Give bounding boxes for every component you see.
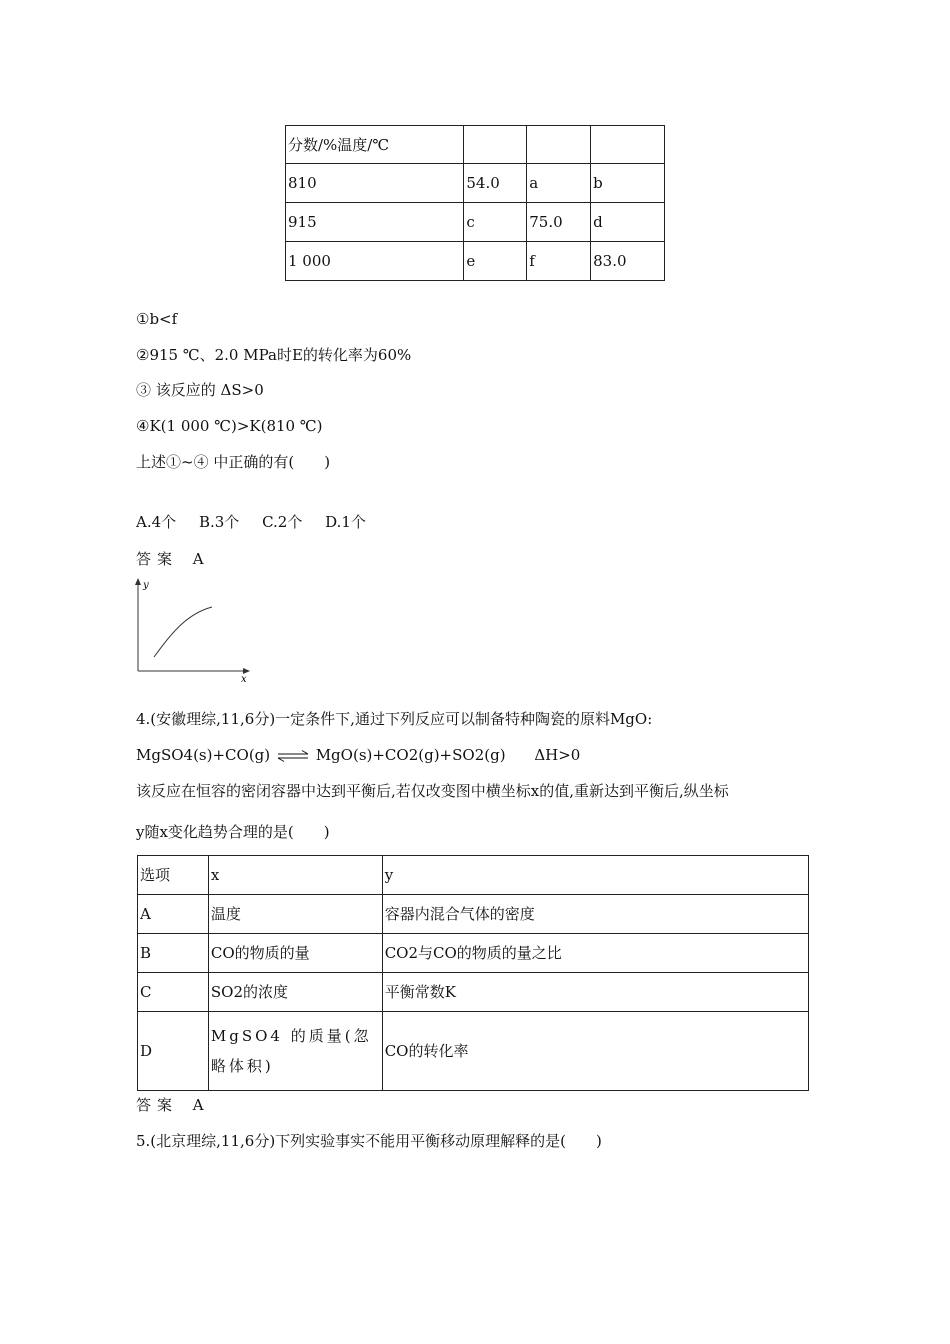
table-cell: 平衡常数K [382,973,808,1012]
table-cell [591,126,665,164]
trend-graph [126,576,256,686]
table-cell: c [464,203,527,242]
table-row [286,164,665,203]
table-row [138,895,809,934]
table-row [138,856,809,895]
q4-desc-line2: y随x变化趋势合理的是( ) [136,823,330,841]
answer-line [136,1095,204,1115]
table-row [138,1012,809,1091]
table-row [286,203,665,242]
options-table [137,855,809,1091]
table-cell: A [138,895,209,934]
table-cell: 选项 [138,856,209,895]
table-row [138,934,809,973]
option-c: C.2个 [262,513,303,531]
table-cell: C [138,973,209,1012]
q5-stem: 5.(北京理综,11,6分)下列实验事实不能用平衡移动原理解释的是( ) [136,1132,602,1150]
table-cell: CO的转化率 [382,1012,808,1091]
table-cell: 54.0 [464,164,527,203]
table-cell: CO2与CO的物质的量之比 [382,934,808,973]
equation-left: MgSO4(s)+CO(g) [136,746,271,764]
equilibrium-arrow-icon [277,750,309,762]
table-cell: 1 000 [286,242,464,281]
table-cell: b [591,164,665,203]
table-cell: D [138,1012,209,1091]
answer-label: 答案 [136,550,179,568]
options-row [136,512,384,532]
table-cell: 83.0 [591,242,665,281]
equation-dh: ΔH>0 [534,746,581,764]
table-cell: f [527,242,591,281]
option-d: D.1个 [325,513,366,531]
table-cell: 915 [286,203,464,242]
statement-2: ②915 ℃、2.0 MPa时E的转化率为60% [136,346,412,364]
table-cell: 温度 [208,895,382,934]
table-cell: 分数/%温度/℃ [286,126,464,164]
table-cell: 810 [286,164,464,203]
table-cell: 容器内混合气体的密度 [382,895,808,934]
q4-desc-line1: 该反应在恒容的密闭容器中达到平衡后,若仅改变图中横坐标x的值,重新达到平衡后,纵坐标 [136,782,729,800]
table-cell: x [208,856,382,895]
q4-equation [136,745,580,765]
table-cell: B [138,934,209,973]
answer-line [136,549,204,569]
table-cell [527,126,591,164]
statement-3: ③ 该反应的 ΔS>0 [136,381,264,399]
option-a: A.4个 [136,513,177,531]
table-cell: y [382,856,808,895]
statement-1: ①b<f [136,310,178,328]
table-row [138,973,809,1012]
curve [154,607,212,657]
table-cell: d [591,203,665,242]
table-row [286,242,665,281]
table-cell: CO的物质的量 [208,934,382,973]
answer-value: A [192,1096,204,1114]
table-cell: e [464,242,527,281]
answer-value: A [192,550,204,568]
x-axis-label: x [241,674,247,685]
option-b: B.3个 [198,513,240,531]
statement-4: ④K(1 000 ℃)>K(810 ℃) [136,417,323,435]
q4-stem: 4.(安徽理综,11,6分)一定条件下,通过下列反应可以制备特种陶瓷的原料MgO: [136,710,653,728]
table-cell [464,126,527,164]
y-axis-arrow [135,578,141,585]
table-cell: SO2的浓度 [208,973,382,1012]
question-prompt: 上述①~④ 中正确的有( ) [136,453,331,471]
data-table-1 [285,125,665,281]
table-cell: 75.0 [527,203,591,242]
table-row [286,126,665,164]
equation-right: MgO(s)+CO2(g)+SO2(g) [315,746,506,764]
table-cell: MgSO4 的质量(忽略体积) [208,1012,382,1091]
table-cell: a [527,164,591,203]
y-axis-label: y [143,580,149,591]
answer-label: 答案 [136,1096,179,1114]
